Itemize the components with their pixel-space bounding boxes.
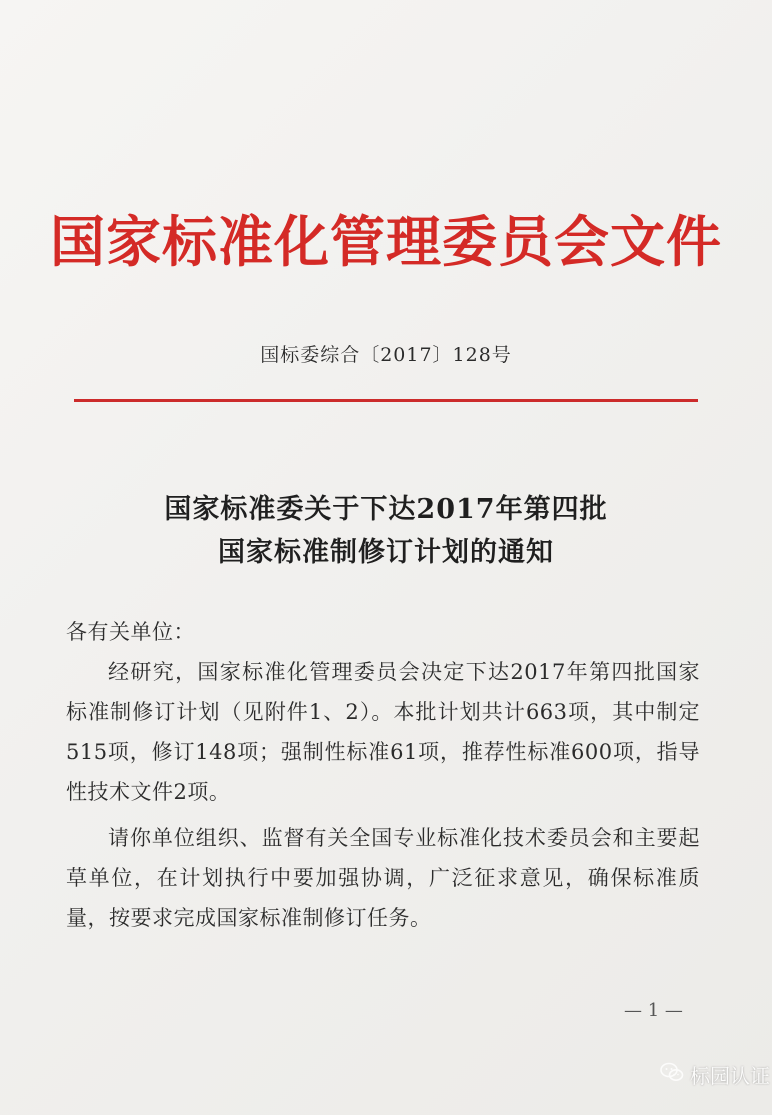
notice-body [66,612,700,944]
watermark-text: 标园认证 [690,1064,770,1088]
red-divider [74,399,698,402]
document-header-title: 国家标准化管理委员会文件 [49,209,722,274]
watermark [660,1060,770,1089]
wechat-icon [660,1061,684,1088]
page-number: — 1 — [624,1000,683,1021]
notice-title-line-1: 国家标准委关于下达2017年第四批 [164,494,608,525]
notice-title [0,488,772,574]
notice-title-line-2: 国家标准制修订计划的通知 [218,537,554,568]
document-number: 国标委综合〔2017〕128号 [260,344,512,366]
salutation: 各有关单位： [66,620,195,644]
paragraph-1: 经研究，国家标准化管理委员会决定下达2017年第四批国家标准制修订计划（见附件1、2）。本批计划共计663项，其中制定515项，修订148项；强制性标准61项，推荐性标准600项，指导性技术文件2项。 [66,660,700,804]
paragraph-2: 请你单位组织、监督有关全国专业标准化技术委员会和主要起草单位，在计划执行中要加强协调，广泛征求意见，确保标准质量，按要求完成国家标准制修订任务。 [66,826,700,930]
